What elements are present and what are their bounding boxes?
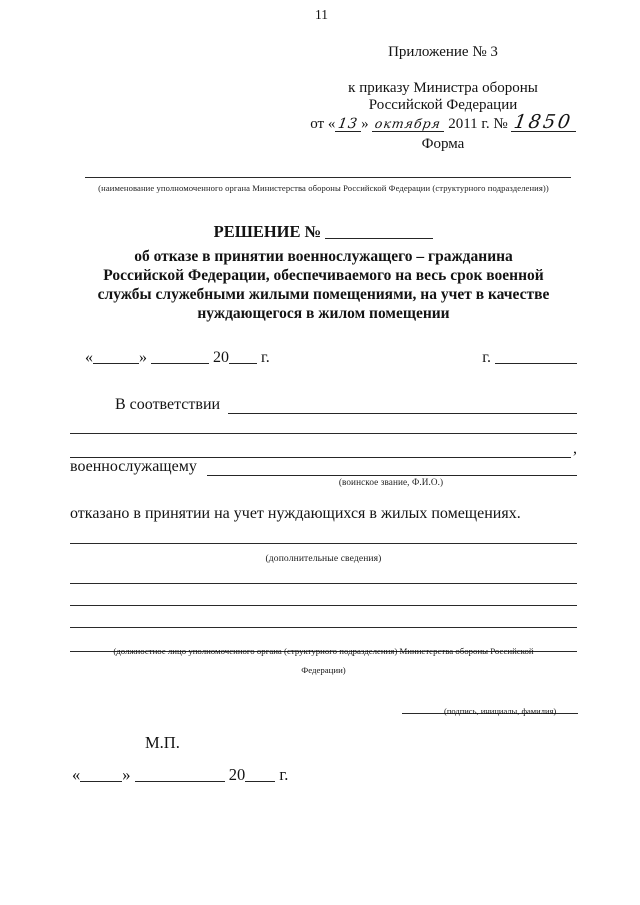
continuation-row-2 <box>70 440 577 458</box>
org-name-blank-field <box>85 177 571 178</box>
decision-heading-row <box>70 222 577 242</box>
additional-info-blank-field <box>70 543 577 544</box>
handwritten-month-field <box>372 117 444 132</box>
serviceman-blank-field <box>207 461 577 476</box>
open-quote: « <box>85 349 93 366</box>
close-quote: » <box>139 349 147 366</box>
in-accordance-label: В соответствии <box>115 396 221 413</box>
order-year-number: 2011 г. № <box>448 116 508 132</box>
year-suffix: г. <box>261 349 270 366</box>
close-quote: » <box>122 765 131 784</box>
order-line-2: Российской Федерации <box>368 97 518 113</box>
decision-subtitle-line: службы служебными жилыми помещениями, на учет в качестве <box>97 286 550 303</box>
year-prefix: 20 <box>213 349 229 366</box>
form-label: Форма <box>421 136 465 152</box>
year-blank-field <box>229 350 257 364</box>
in-accordance-row <box>70 396 577 414</box>
continuation-blank-field <box>70 443 571 458</box>
order-date-line <box>303 111 583 133</box>
year-blank-field <box>245 768 275 782</box>
decision-number-blank-field <box>325 225 433 239</box>
header-appendix-block <box>303 44 583 153</box>
org-name-caption: (наименование уполномоченного органа Министерства обороны Российской Федерации (структурного подразделения)) <box>98 183 549 193</box>
day-blank-field <box>93 350 139 364</box>
handwritten-number-field <box>511 111 575 133</box>
trailing-comma: , <box>573 440 577 457</box>
signature-caption: (подпись, инициалы, фамилия) <box>444 706 557 716</box>
decision-subtitle <box>70 247 577 323</box>
serviceman-label: военнослужащему <box>70 458 197 475</box>
official-caption: Федерации) <box>301 665 346 675</box>
decision-subtitle-line: об отказе в принятии военнослужащего – гражданина <box>134 248 513 265</box>
handwritten-number: 1850 <box>512 111 575 133</box>
month-blank-field <box>151 350 209 364</box>
order-line-1: к приказу Министра обороны <box>348 80 538 96</box>
additional-info-caption: (дополнительные сведения) <box>265 553 382 564</box>
decision-subtitle-line: Российской Федерации, обеспечиваемого на весь срок военной <box>103 267 544 284</box>
additional-info-blank-field <box>70 605 577 606</box>
signature-block <box>402 705 578 725</box>
serviceman-row <box>70 458 577 476</box>
month-blank-field <box>135 768 225 782</box>
day-blank-field <box>80 768 122 782</box>
official-caption: (должностное лицо уполномоченного органа (структурного подразделения) Министерства обороны Российской <box>113 646 534 656</box>
year-suffix: г. <box>279 765 289 784</box>
refusal-statement: отказано в принятии на учет нуждающихся в жилых помещениях. <box>70 505 521 522</box>
bottom-date-row <box>72 765 288 785</box>
continuation-blank-field <box>70 433 577 434</box>
open-quote: « <box>72 765 81 784</box>
close-quote: » <box>361 116 369 132</box>
decision-heading: РЕШЕНИЕ № <box>213 222 322 241</box>
handwritten-day: 13 <box>337 116 360 132</box>
handwritten-day-field <box>335 118 361 132</box>
handwritten-month: октября <box>374 116 443 131</box>
decision-subtitle-line: нуждающегося в жилом помещении <box>197 305 450 322</box>
date-prefix: от <box>310 116 325 132</box>
in-accordance-blank-field <box>228 399 577 414</box>
city-field <box>482 349 577 367</box>
city-prefix: г. <box>482 349 491 366</box>
date-row <box>70 349 577 367</box>
city-blank-field <box>495 350 577 364</box>
stamp-place: М.П. <box>145 733 180 752</box>
additional-info-blank-field <box>70 583 577 584</box>
additional-info-blank-field <box>70 627 577 628</box>
appendix-title: Приложение № 3 <box>388 44 498 60</box>
page-number: 11 <box>315 7 328 22</box>
official-signature-block <box>70 645 577 675</box>
open-quote: « <box>327 116 336 132</box>
doc-date-field <box>85 349 270 366</box>
year-prefix: 20 <box>228 765 246 784</box>
rank-name-caption: (воинское звание, Ф.И.О.) <box>338 477 444 487</box>
